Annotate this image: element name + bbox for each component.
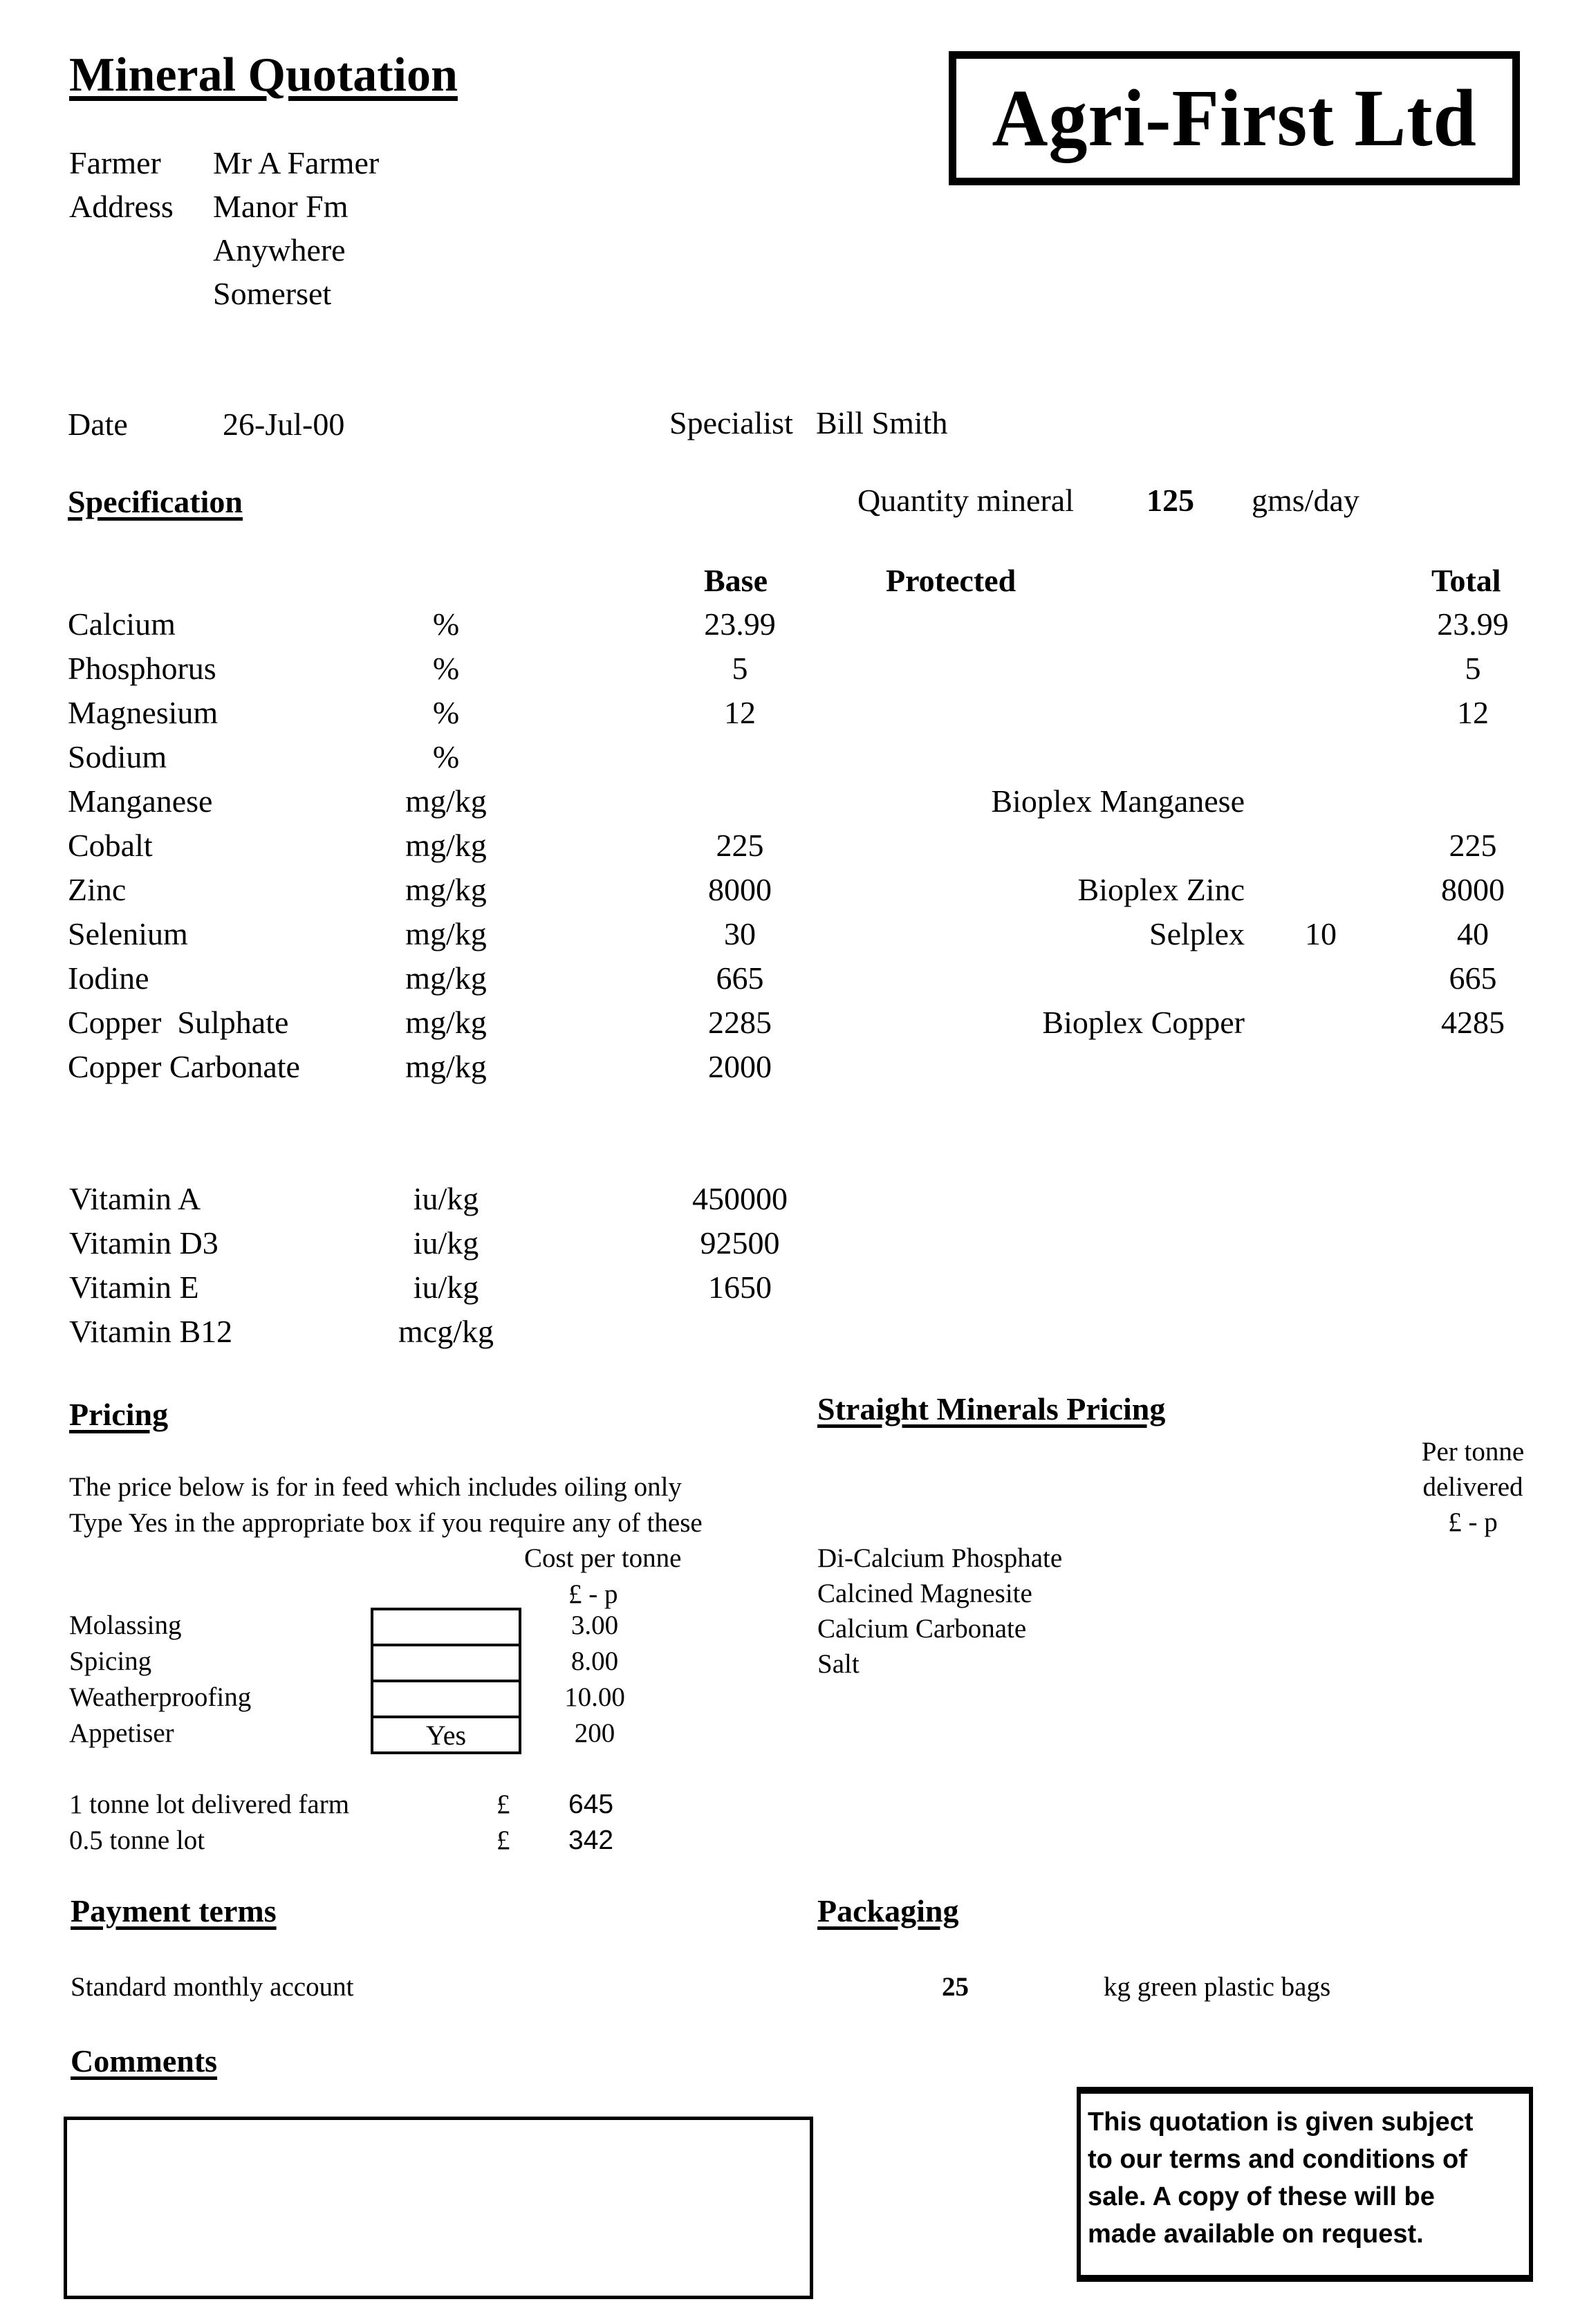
- mineral-unit: mg/kg: [405, 828, 487, 863]
- terms-line: made available on request.: [1088, 2220, 1424, 2249]
- vitamin-unit: iu/kg: [413, 1225, 479, 1261]
- payment-terms-value: Standard monthly account: [71, 1972, 354, 2002]
- address-line: Manor Fm: [213, 189, 349, 224]
- vitamin-row: [0, 1316, 1569, 1360]
- mineral-base-value: 665: [716, 960, 764, 996]
- vitamin-base-value: 1650: [708, 1270, 772, 1305]
- vitamin-row: [0, 1227, 1569, 1272]
- mineral-base-value: 23.99: [704, 606, 776, 642]
- address-line: Anywhere: [213, 232, 346, 268]
- farmer-label: Farmer: [69, 145, 161, 180]
- mineral-unit: mg/kg: [405, 960, 487, 996]
- date-label: Date: [68, 407, 128, 442]
- mineral-name: Magnesium: [68, 695, 219, 730]
- packaging-quantity: 25: [942, 1972, 969, 2002]
- mineral-unit: %: [432, 739, 460, 774]
- quantity-value: 125: [1146, 483, 1194, 518]
- cost-per-tonne-header: Cost per tonne: [524, 1543, 682, 1573]
- mineral-row: [0, 1051, 1569, 1095]
- price-unit-header: £ - p: [1448, 1507, 1498, 1537]
- address-line: Somerset: [213, 276, 332, 311]
- delivered-header: delivered: [1422, 1472, 1523, 1502]
- lot-currency: £: [496, 1790, 510, 1819]
- mineral-name: Zinc: [68, 872, 127, 907]
- mineral-name: Iodine: [68, 960, 149, 996]
- mineral-protected-qty: 10: [1305, 916, 1337, 951]
- terms-line: sale. A copy of these will be: [1088, 2182, 1435, 2211]
- mineral-unit: %: [432, 606, 460, 642]
- pricing-option-input[interactable]: [371, 1680, 521, 1718]
- mineral-row: [0, 741, 1569, 785]
- mineral-row: [0, 874, 1569, 918]
- mineral-name: Cobalt: [68, 828, 153, 863]
- terms-notice: [1077, 2087, 1533, 2282]
- column-header-total: Total: [1431, 563, 1501, 598]
- pricing-heading: Pricing: [69, 1397, 169, 1432]
- packaging-description: kg green plastic bags: [1104, 1972, 1331, 2002]
- pricing-note: The price below is for in feed which includes oiling only: [69, 1472, 682, 1502]
- mineral-row: [0, 653, 1569, 697]
- mineral-row: [0, 830, 1569, 874]
- comments-input[interactable]: [64, 2117, 813, 2299]
- straight-mineral-item: Calcium Carbonate: [817, 1614, 1027, 1644]
- pricing-option-input[interactable]: [371, 1608, 521, 1646]
- date-value: 26-Jul-00: [223, 407, 345, 442]
- mineral-base-value: 12: [724, 695, 756, 730]
- mineral-base-value: 8000: [708, 872, 772, 907]
- mineral-total-value: 665: [1449, 960, 1497, 996]
- quantity-unit: gms/day: [1252, 483, 1359, 518]
- pricing-option-input[interactable]: Yes: [371, 1716, 521, 1754]
- lot-price: 645: [568, 1790, 614, 1819]
- mineral-name: Copper Sulphate: [68, 1005, 289, 1040]
- pricing-option-input[interactable]: [371, 1644, 521, 1682]
- mineral-name: Copper Carbonate: [68, 1049, 300, 1084]
- vitamin-name: Vitamin E: [69, 1270, 199, 1305]
- per-tonne-header: Per tonne: [1421, 1437, 1525, 1467]
- mineral-total-value: 5: [1465, 651, 1481, 686]
- mineral-unit: mg/kg: [405, 1005, 487, 1040]
- pricing-option-cost: 10.00: [564, 1682, 625, 1712]
- mineral-total-value: 225: [1449, 828, 1497, 863]
- mineral-unit: %: [432, 695, 460, 730]
- mineral-total-value: 23.99: [1437, 606, 1509, 642]
- mineral-base-value: 5: [732, 651, 748, 686]
- mineral-total-value: 40: [1457, 916, 1489, 951]
- company-logo: [949, 51, 1520, 185]
- pricing-option-label: Weatherproofing: [69, 1682, 252, 1712]
- vitamin-unit: iu/kg: [413, 1270, 479, 1305]
- lot-currency: £: [496, 1825, 510, 1855]
- farmer-name: Mr A Farmer: [213, 145, 380, 180]
- quantity-label: Quantity mineral: [857, 483, 1074, 518]
- mineral-row: [0, 918, 1569, 963]
- column-header-protected: Protected: [886, 563, 1016, 598]
- mineral-row: [0, 785, 1569, 830]
- mineral-unit: mg/kg: [405, 916, 487, 951]
- page-title: Mineral Quotation: [69, 48, 458, 102]
- mineral-row: [0, 608, 1569, 653]
- pricing-option-label: Molassing: [69, 1610, 182, 1640]
- vitamin-name: Vitamin D3: [69, 1225, 219, 1261]
- mineral-unit: mg/kg: [405, 1049, 487, 1084]
- address-label: Address: [69, 189, 174, 224]
- mineral-unit: %: [432, 651, 460, 686]
- comments-heading: Comments: [71, 2043, 218, 2079]
- mineral-row: [0, 1007, 1569, 1051]
- logo-text: Agri-First Ltd: [992, 73, 1477, 163]
- mineral-name: Selenium: [68, 916, 188, 951]
- mineral-name: Phosphorus: [68, 651, 216, 686]
- mineral-base-value: 2000: [708, 1049, 772, 1084]
- mineral-total-value: 8000: [1441, 872, 1505, 907]
- straight-mineral-item: Di-Calcium Phosphate: [817, 1543, 1063, 1573]
- straight-minerals-heading: Straight Minerals Pricing: [817, 1391, 1166, 1426]
- mineral-total-value: 4285: [1441, 1005, 1505, 1040]
- vitamin-name: Vitamin A: [69, 1181, 201, 1216]
- specialist-label: Specialist: [669, 405, 793, 440]
- pricing-option-cost: 200: [574, 1718, 615, 1748]
- straight-mineral-item: Calcined Magnesite: [817, 1579, 1032, 1608]
- specification-heading: Specification: [68, 484, 243, 519]
- vitamin-row: [0, 1272, 1569, 1316]
- column-header-base: Base: [704, 563, 768, 598]
- mineral-protected-source: Bioplex Manganese: [991, 783, 1245, 819]
- mineral-name: Sodium: [68, 739, 167, 774]
- terms-line: This quotation is given subject: [1088, 2108, 1474, 2137]
- pricing-option-cost: 8.00: [570, 1646, 619, 1676]
- pricing-option-label: Appetiser: [69, 1718, 174, 1748]
- packaging-heading: Packaging: [817, 1893, 959, 1928]
- pricing-instruction: Type Yes in the appropriate box if you require any of these: [69, 1508, 703, 1538]
- terms-line: to our terms and conditions of: [1088, 2145, 1467, 2174]
- mineral-base-value: 30: [724, 916, 756, 951]
- straight-mineral-item: Salt: [817, 1649, 860, 1679]
- specialist-name: Bill Smith: [816, 405, 948, 440]
- lot-price: 342: [568, 1825, 614, 1855]
- mineral-row: [0, 697, 1569, 741]
- pricing-option-cost: 3.00: [570, 1610, 619, 1640]
- mineral-base-value: 2285: [708, 1005, 772, 1040]
- mineral-base-value: 225: [716, 828, 764, 863]
- lot-label: 1 tonne lot delivered farm: [69, 1790, 350, 1819]
- mineral-protected-source: Selplex: [1149, 916, 1245, 951]
- mineral-unit: mg/kg: [405, 872, 487, 907]
- mineral-protected-source: Bioplex Copper: [1042, 1005, 1245, 1040]
- cost-unit-header: £ - p: [568, 1579, 618, 1609]
- vitamin-unit: mcg/kg: [398, 1314, 494, 1349]
- vitamin-unit: iu/kg: [413, 1181, 479, 1216]
- pricing-option-label: Spicing: [69, 1646, 152, 1676]
- mineral-name: Calcium: [68, 606, 176, 642]
- lot-label: 0.5 tonne lot: [69, 1825, 205, 1855]
- mineral-row: [0, 960, 1569, 1007]
- mineral-name: Manganese: [68, 783, 213, 819]
- mineral-protected-source: Bioplex Zinc: [1077, 872, 1245, 907]
- vitamin-base-value: 92500: [700, 1225, 780, 1261]
- vitamin-name: Vitamin B12: [69, 1314, 233, 1349]
- vitamin-row: [0, 1183, 1569, 1227]
- mineral-unit: mg/kg: [405, 783, 487, 819]
- mineral-total-value: 12: [1457, 695, 1489, 730]
- payment-terms-heading: Payment terms: [71, 1893, 277, 1928]
- vitamin-base-value: 450000: [692, 1181, 788, 1216]
